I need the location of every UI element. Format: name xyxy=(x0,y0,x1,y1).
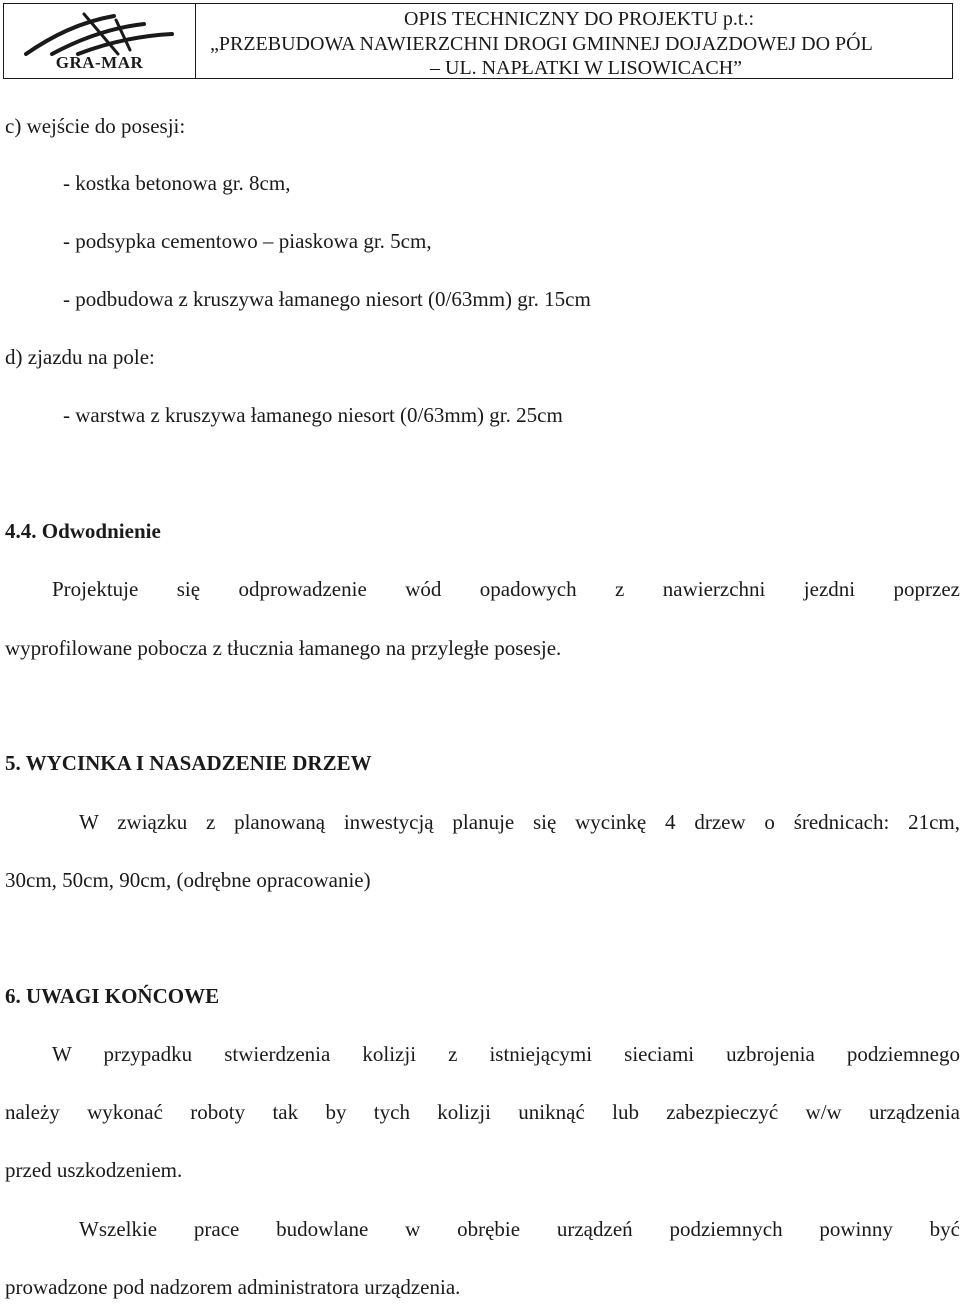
list-item: - podsypka cementowo – piaskowa gr. 5cm, xyxy=(63,229,432,253)
list-item: - kostka betonowa gr. 8cm, xyxy=(63,171,291,195)
section-heading-5: 5. WYCINKA I NASADZENIE DRZEW xyxy=(5,751,372,775)
project-title-block xyxy=(196,4,952,78)
gra-mar-logo-icon xyxy=(22,10,182,58)
project-title-line-3: – UL. NAPŁATKI W LISOWICACH” xyxy=(430,57,743,79)
paragraph-line: prowadzone pod nadzorem administratora urządzenia. xyxy=(5,1275,461,1299)
list-item: - podbudowa z kruszywa łamanego niesort (0/63mm) gr. 15cm xyxy=(63,287,591,311)
company-logo xyxy=(4,4,196,78)
section-heading-6: 6. UWAGI KOŃCOWE xyxy=(5,984,220,1008)
paragraph-line: Wszelkie prace budowlane w obrębie urządzeń podziemnych powinny być xyxy=(79,1217,960,1241)
paragraph-line: 30cm, 50cm, 90cm, (odrębne opracowanie) xyxy=(5,868,371,892)
paragraph-line: należy wykonać roboty tak by tych kolizji uniknąć lub zabezpieczyć w/w urządzenia xyxy=(5,1100,960,1124)
paragraph-line: wyprofilowane pobocza z tłucznia łamanego na przyległe posesje. xyxy=(5,636,562,660)
paragraph-line: W związku z planowaną inwestycją planuje się wycinkę 4 drzew o średnicach: 21cm, xyxy=(79,810,960,834)
paragraph-line: przed uszkodzeniem. xyxy=(5,1158,183,1182)
logo-text: GRA-MAR xyxy=(55,53,144,72)
section-heading-4-4: 4.4. Odwodnienie xyxy=(5,519,161,543)
project-title-line-1: OPIS TECHNICZNY DO PROJEKTU p.t.: xyxy=(404,8,755,30)
paragraph-line: W przypadku stwierdzenia kolizji z istniejącymi sieciami uzbrojenia podziemnego xyxy=(52,1042,960,1066)
section-d-label: d) zjazdu na pole: xyxy=(5,345,155,369)
paragraph-line: Projektuje się odprowadzenie wód opadowych z nawierzchni jezdni poprzez xyxy=(52,577,960,601)
project-title-line-2: „PRZEBUDOWA NAWIERZCHNI DROGI GMINNEJ DOJAZDOWEJ DO PÓL xyxy=(210,33,873,55)
document-header xyxy=(3,3,953,79)
section-c-label: c) wejście do posesji: xyxy=(5,114,186,138)
list-item: - warstwa z kruszywa łamanego niesort (0/63mm) gr. 25cm xyxy=(63,403,563,427)
